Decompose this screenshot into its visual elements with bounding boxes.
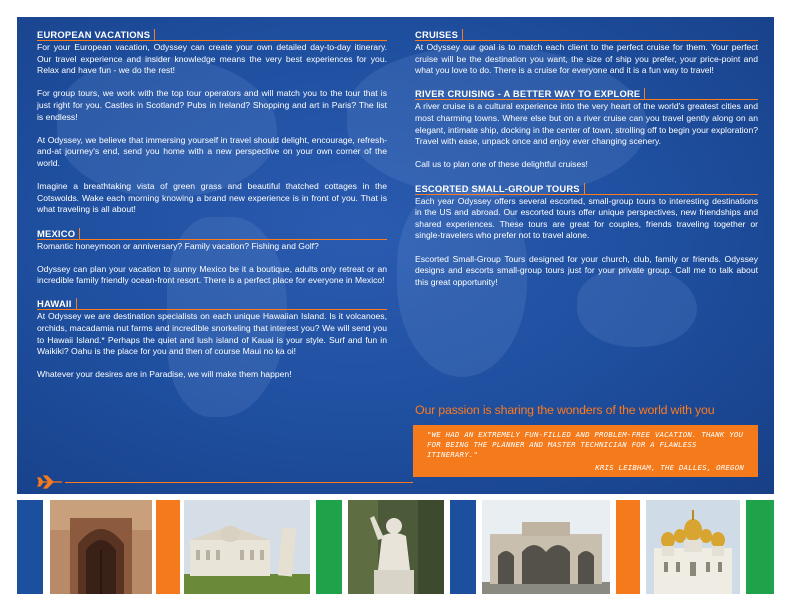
photo-onion-dome-cathedral <box>646 500 740 594</box>
heading-mexico: MEXICO <box>37 228 80 240</box>
river-paragraph-1: A river cruise is a cultural experience into the very heart of the world's greatest cities and most charming towns. Where else but on a river cruise can you travel gently along on an elegant, intimate ship, docking in the center of town, strolling off to begin your exploration? Travel with ease, unpack once and enjoy ever changing scenery. <box>415 101 758 147</box>
heading-european-vacations: EUROPEAN VACATIONS <box>37 29 155 41</box>
testimonial-quote: "WE HAD AN EXTREMELY FUN-FILLED AND PROBLEM-FREE VACATION. THANK YOU FOR BEING THE PLANNER AND MASTER TECHNICIAN FOR A FLAWLESS ITINERARY." <box>427 430 744 459</box>
testimonial-attribution: KRIS LEIBHAM, THE DALLES, OREGON <box>595 463 744 472</box>
river-paragraph-2: Call us to plan one of these delightful cruises! <box>415 159 588 170</box>
section-heading-hawaii <box>37 298 387 310</box>
strip-bar-green <box>746 500 774 594</box>
photo-statue <box>348 500 444 594</box>
escorted-paragraph-1: Each year Odyssey offers several escorted, small-group tours to interesting destinations in the US and abroad. Our escorted tours offer unique perspectives, new friendships and shared experiences. These tours are great for couples, friends traveling together or single-travelers who prefer not to travel alone. <box>415 195 758 241</box>
hawaii-paragraph-1: At Odyssey we are destination specialists on each unique Hawaiian Island. Is it volcanoes, orchids, macadamia nut farms and incredible snorkeling that interest you? We will send you to Hawaii Island.* Perhaps the quiet and lush island of Kauai is your style. Surf and fun in Waikiki? Oahu is the place for you and then of course Maui no ka oi! <box>37 311 387 357</box>
european-paragraph-1: For your European vacation, Odyssey can create your own detailed day-to-day itinerary. Our travel experience and insider knowledge means the very best experiences for you. Relax and have fun - we do the rest! <box>37 42 387 76</box>
right-column <box>415 29 758 300</box>
left-column <box>37 29 387 393</box>
european-paragraph-3: At Odyssey, we believe that immersing yourself in travel should delight, encourage, refresh-and-at journey's end, send you home with a new perspective on your own corner of the world. <box>37 134 387 168</box>
onion-dome-cathedral-image <box>646 500 740 594</box>
plane-divider <box>37 475 413 489</box>
heading-rule <box>37 309 387 310</box>
brochure-panel <box>17 17 774 494</box>
section-heading-cruises <box>415 29 758 41</box>
testimonial-box <box>413 425 758 477</box>
strip-bar-blue <box>450 500 476 594</box>
heading-river-cruising: RIVER CRUISING - A BETTER WAY TO EXPLORE <box>415 88 645 100</box>
section-heading-european <box>37 29 387 41</box>
cruises-paragraph-1: At Odyssey our goal is to match each client to the perfect cruise for them. Your perfect cruise will be the destination you want, the size of ship you prefer, your price-point and what you love to do. There is a cruise for everyone and it is a fun way to travel! <box>415 42 758 76</box>
section-heading-river <box>415 88 758 100</box>
hawaii-paragraph-2: Whatever your desires are in Paradise, we will make them happen! <box>37 369 292 380</box>
strip-bar-orange <box>616 500 640 594</box>
strip-bar-orange <box>156 500 180 594</box>
heading-cruises: CRUISES <box>415 29 463 41</box>
mexico-paragraph-1: Romantic honeymoon or anniversary? Family vacation? Fishing and Golf? <box>37 240 319 251</box>
church-doorway-image <box>50 500 152 594</box>
section-heading-escorted <box>415 183 758 195</box>
escorted-paragraph-2: Escorted Small-Group Tours designed for your church, club, family or friends. Odyssey designs and escorts small-group tours just for your private group. Call me to talk about this great opportunity! <box>415 253 758 287</box>
photo-arch-gate <box>482 500 610 594</box>
photo-pisa-cathedral <box>184 500 310 594</box>
pisa-cathedral-image <box>184 500 310 594</box>
tagline: Our passion is sharing the wonders of the world with you <box>415 403 715 417</box>
heading-escorted-tours: ESCORTED SMALL-GROUP TOURS <box>415 183 585 195</box>
section-heading-mexico <box>37 228 387 240</box>
mexico-paragraph-2: Odyssey can plan your vacation to sunny Mexico be it a boutique, adults only retreat or an incredible family friendly ocean-front resort. There is a perfect place for everyone in Mexico! <box>37 263 387 286</box>
statue-image <box>348 500 444 594</box>
heading-rule <box>37 239 387 240</box>
strip-bar-green <box>316 500 342 594</box>
strip-bar-blue <box>17 500 43 594</box>
arch-gate-image <box>482 500 610 594</box>
plane-rule <box>65 482 413 483</box>
european-paragraph-4: Imagine a breathtaking vista of green grass and beautiful thatched cottages in the Cotswolds. Wake each morning knowing a brand new experience is in front of you. That is what traveling is all about! <box>37 181 387 215</box>
photo-church-doorway <box>50 500 152 594</box>
european-paragraph-2: For group tours, we work with the top tour operators and will match you to the tour that is just right for you. Castles in Scotland? Pubs in Ireland? Shopping and art in Paris? The list is endless! <box>37 88 387 122</box>
airplane-icon <box>37 475 63 489</box>
heading-hawaii: HAWAII <box>37 298 77 310</box>
heading-rule <box>415 40 758 41</box>
